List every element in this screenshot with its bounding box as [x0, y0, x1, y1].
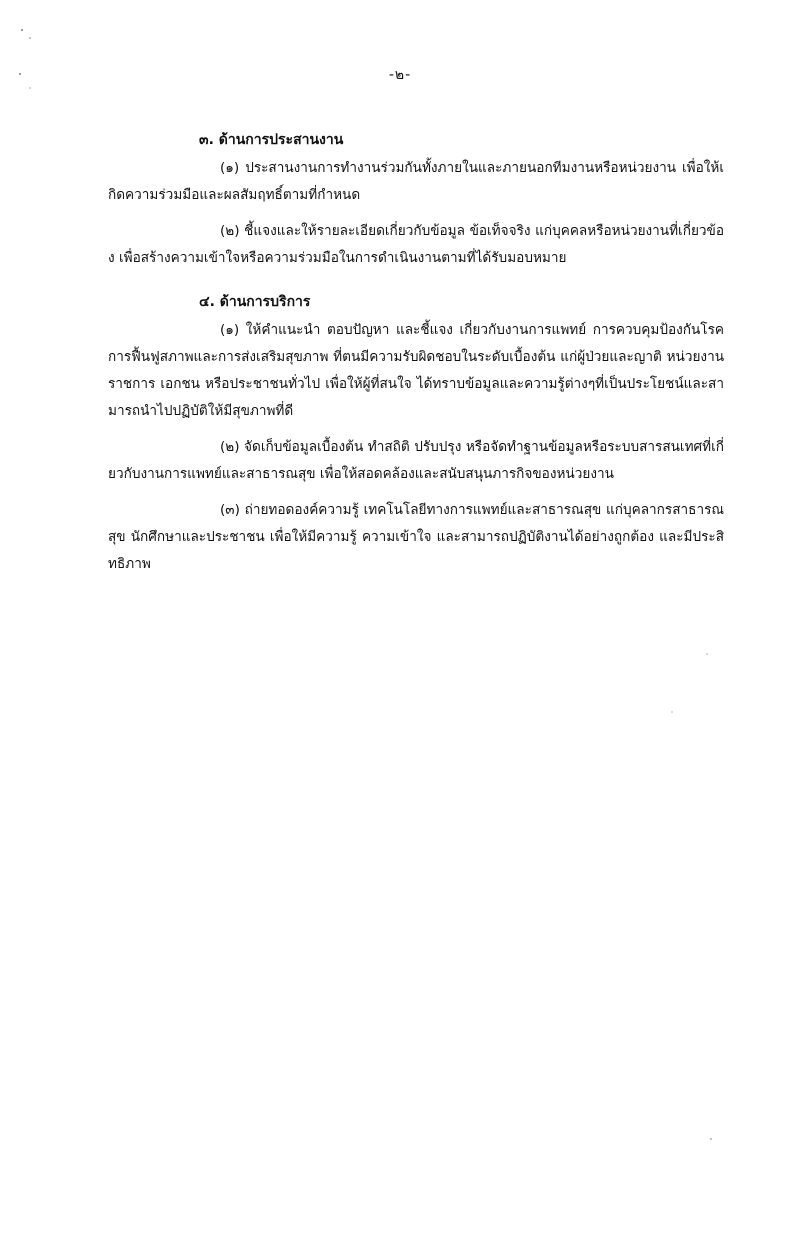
paragraph: (๒) จัดเก็บข้อมูลเบื้องต้น ทำสถิติ ปรับปรุง หรือจัดทำฐานข้อมูลหรือระบบสารสนเทศที่เกี่ยวกับงานการแพทย์และสาธารณสุข เพื่อให้สอดคล้องและสนับสนุนภารกิจของหน่วยงาน [108, 439, 724, 482]
section-heading: ๓. ด้านการประสานงาน [199, 132, 344, 148]
paragraph: (๓) ถ่ายทอดองค์ความรู้ เทคโนโลยีทางการแพทย์และสาธารณสุข แก่บุคลากรสาธารณสุข นักศึกษาและประชาชน เพื่อให้มีความรู้ ความเข้าใจ และสามารถปฏิบัติงานได้อย่างถูกต้อง และมีประสิทธิภาพ [108, 502, 724, 572]
section-heading: ๔. ด้านการบริการ [199, 294, 311, 310]
paragraph: (๑) ให้คำแนะนำ ตอบปัญหา และชี้แจง เกี่ยวกับงานการแพทย์ การควบคุมป้องกันโรค การฟื้นฟูสภาพและการส่งเสริมสุขภาพ ที่ตนมีความรับผิดชอบในระดับเบื้องต้น แก่ผู้ป่วยและญาติ หน่วยงานราชการ เอกชน หรือประชาชนทั่วไป เพื่อให้ผู้ที่สนใจ ได้ทราบข้อมูลและความรู้ต่างๆที่เป็นประโยชน์และสามารถนำไปปฏิบัติให้มีสุขภาพที่ดี [108, 322, 724, 419]
scan-speck [710, 1138, 711, 1139]
paragraph: (๒) ชี้แจงและให้รายละเอียดเกี่ยวกับข้อมูล ข้อเท็จจริง แก่บุคคลหรือหน่วยงานที่เกี่ยวข้อง เพื่อสร้างความเข้าใจหรือความร่วมมือในการดำเนินงานตามที่ได้รับมอบหมาย [108, 223, 724, 266]
scan-speck [21, 29, 23, 31]
paragraph: (๑) ประสานงานการทำงานร่วมกันทั้งภายในและภายนอกทีมงานหรือหน่วยงาน เพื่อให้เกิดความร่วมมือและผลสัมฤทธิ์ตามที่กำหนด [108, 160, 724, 203]
scan-speck [29, 37, 30, 38]
section-service [108, 287, 724, 587]
scan-speck [29, 87, 30, 88]
scan-speck [671, 711, 672, 712]
section-coordination [108, 125, 724, 281]
page-number: -๒- [388, 67, 412, 83]
scan-speck [706, 653, 707, 654]
